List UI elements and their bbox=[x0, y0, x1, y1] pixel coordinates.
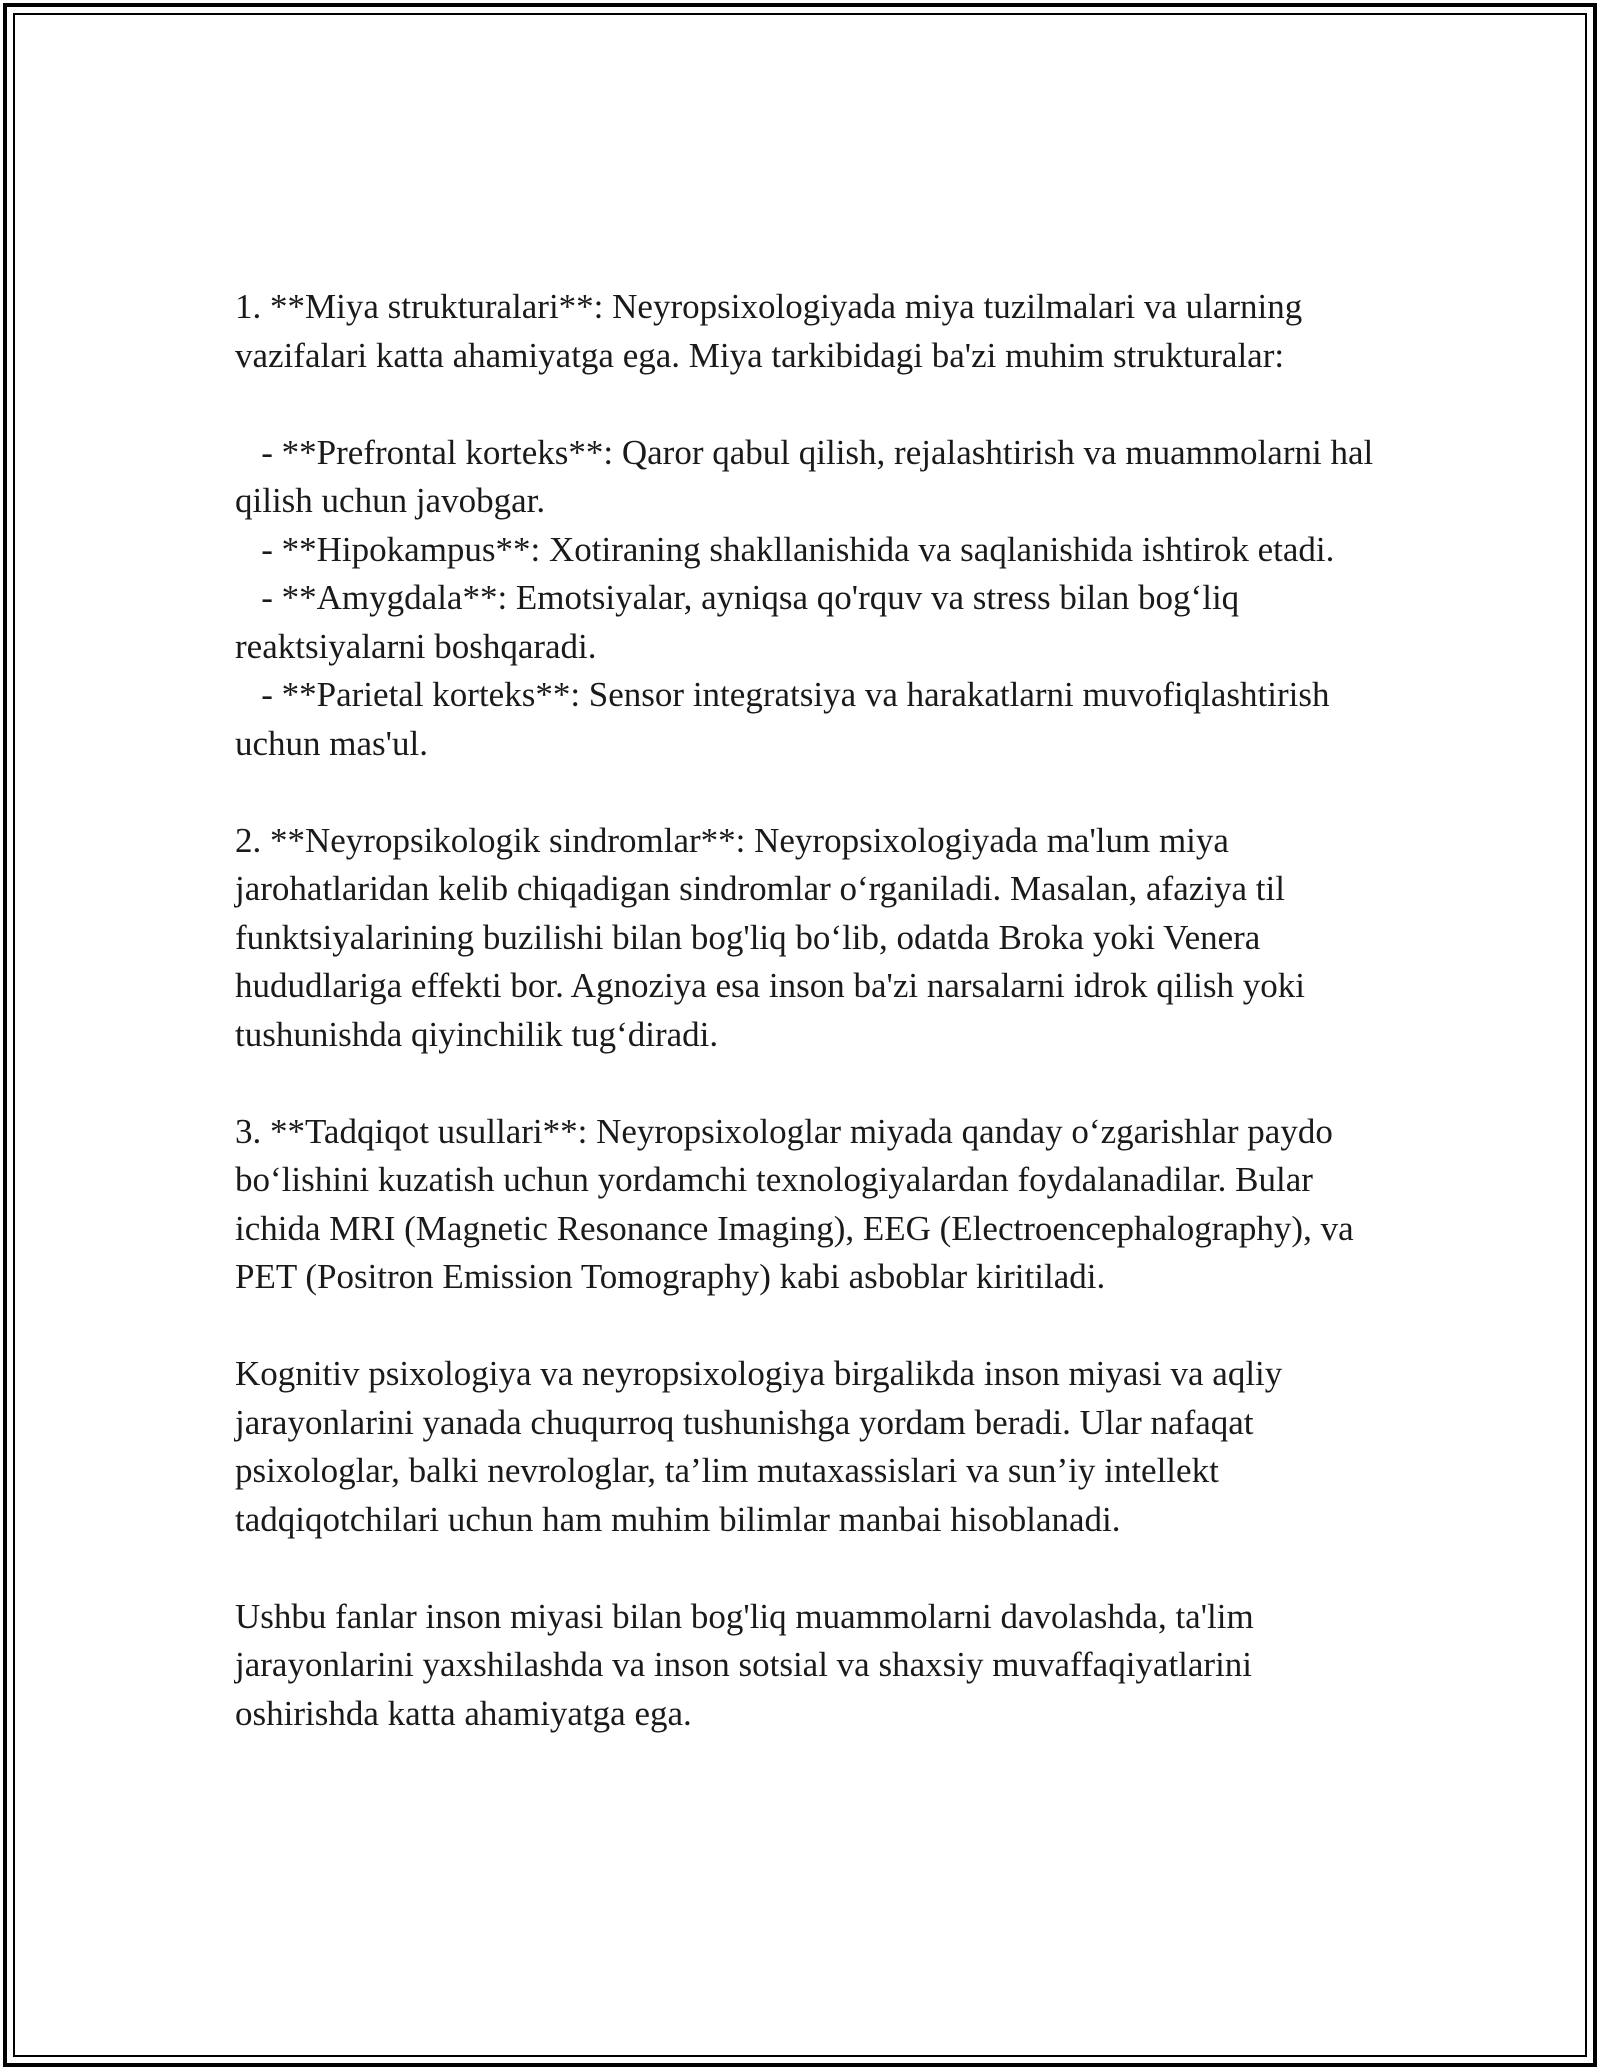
document-text: 1. **Miya strukturalari**: Neyropsixologiyada miya tuzilmalari va ularning vazifalari katta ahamiyatga ega. Miya tarkibidagi ba'zi muhim strukturalar: - **Prefrontal korteks**: Qaror qabul qilish, rejalashtirish va muammolarni hal qilish uchun javobgar. - **Hipokampus**: Xotiraning shakllanishida va saqlanishida ishtirok etadi. - **Amygdala**: Emotsiyalar, ayniqsa qo'rquv va stress bilan bog‘liq reaktsiyalarni boshqaradi. - **Parietal korteks**: Sensor integratsiya va harakatlarni muvofiqlashtirish uchun mas'ul. 2. **Neyropsikologik sindromlar**: Neyropsixologiyada ma'lum miya jarohatlaridan kelib chiqadigan sindromlar o‘rganiladi. Masalan, afaziya til funktsiyalarining buzilishi bilan bog'liq bo‘lib, odatda Broka yoki Venera hududlariga effekti bor. Agnoziya esa inson ba'zi narsalarni idrok qilish yoki tushunishda qiyinchilik tug‘diradi. 3. **Tadqiqot usullari**: Neyropsixologlar miyada qanday o‘zgarishlar paydo bo‘lishini kuzatish uchun yordamchi texnologiyalardan foydalanadilar. Bular ichida MRI (Magnetic Resonance Imaging), EEG (Electroencephalography), va PET (Positron Emission Tomography) kabi asboblar kiritiladi. Kognitiv psixologiya va neyropsixologiya birgalikda inson miyasi va aqliy jarayonlarini yanada chuqurroq tushunishga yordam beradi. Ular nafaqat psixologlar, balki nevrologlar, ta’lim mutaxassislari va sun’iy intellekt tadqiqotchilari uchun ham muhim bilimlar manbai hisoblanadi. Ushbu fanlar inson miyasi bilan bog'liq muammolarni davolashda, ta'lim jarayonlarini yaxshilashda va inson sotsial va shaxsiy muvaffaqiyatlarini oshirishda katta ahamiyatga ega. bbox=[235, 287, 1374, 1733]
document-body bbox=[235, 186, 1395, 1787]
